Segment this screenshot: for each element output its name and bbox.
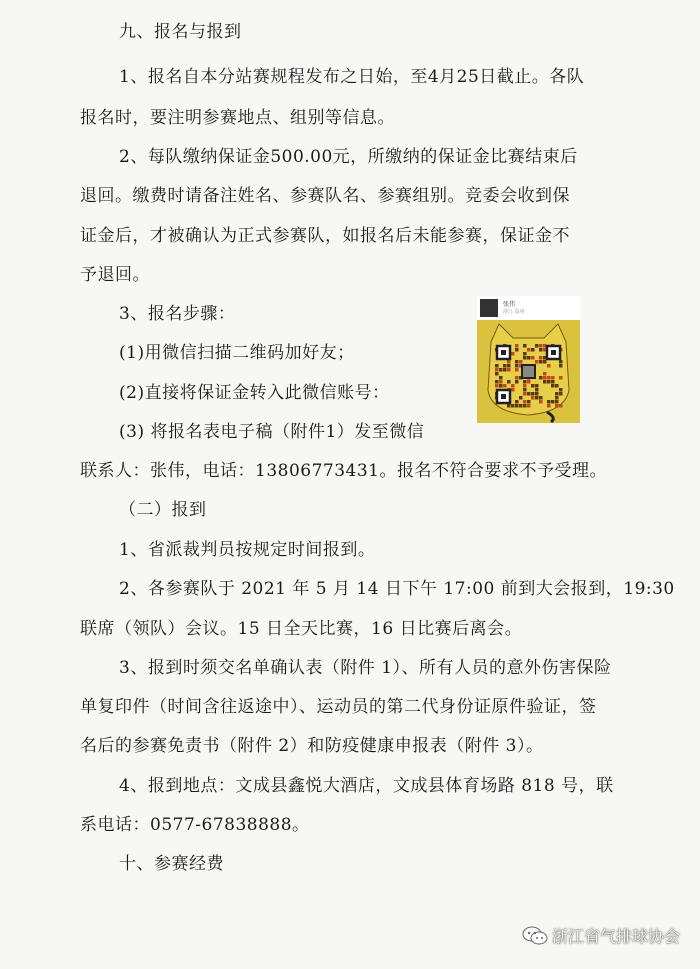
paragraph-line: 名后的参赛免责书（附件 2）和防疫健康申报表（附件 3）。	[80, 736, 544, 756]
wechat-qr-card[interactable]	[477, 296, 580, 423]
paragraph-line: 3、报到时须交名单确认表（附件 1）、所有人员的意外伤害保险	[119, 658, 612, 678]
paragraph-line: 1、省派裁判员按规定时间报到。	[119, 540, 376, 560]
watermark-text: 浙江省气排球协会	[551, 927, 680, 946]
wechat-icon	[522, 926, 548, 946]
contact-line: 联系人：张伟，电话：13806773431。报名不符合要求不予受理。	[80, 461, 607, 481]
qr-contact-name: 张伟	[503, 301, 516, 308]
paragraph-line: (3) 将报名表电子稿（附件1）发至微信	[119, 422, 425, 442]
paragraph-line: 证金后，才被确认为正式参赛队，如报名后未能参赛，保证金不	[80, 226, 570, 246]
section-heading-10: 十、参赛经费	[119, 854, 224, 874]
paragraph-line: 予退回。	[80, 265, 150, 285]
paragraph-line: 退回。缴费时请备注姓名、参赛队名、参赛组别。竞委会收到保	[80, 186, 570, 206]
paragraph-line: 报名时，要注明参赛地点、组别等信息。	[80, 108, 395, 128]
paragraph-line: 1、报名自本分站赛规程发布之日始，至4月25日截止。各队	[119, 67, 585, 87]
section-heading-9: 九、报名与报到	[119, 22, 242, 42]
avatar	[480, 299, 498, 317]
paragraph-line: 4、报到地点：文成县鑫悦大酒店，文成县体育场路 818 号，联	[119, 776, 614, 796]
watermark	[522, 924, 680, 947]
paragraph-line: 2、各参赛队于 2021 年 5 月 14 日下午 17:00 前到大会报到，19:30	[119, 579, 675, 599]
qr-code-image	[477, 320, 580, 423]
qr-header	[477, 296, 580, 320]
paragraph-line: 系电话：0577-67838888。	[80, 815, 310, 835]
paragraph-line: 联席（领队）会议。15 日全天比赛，16 日比赛后离会。	[80, 619, 523, 639]
paragraph-line: (1)用微信扫描二维码加好友；	[119, 343, 355, 363]
paragraph-line: 2、每队缴纳保证金500.00元，所缴纳的保证金比赛结束后	[119, 147, 578, 167]
section-heading-checkin: （二）报到	[119, 500, 207, 520]
paragraph-line: 3、报名步骤：	[119, 304, 236, 324]
paragraph-line: (2)直接将保证金转入此微信账号：	[119, 383, 390, 403]
qr-contact-subtitle: 浙江 温州	[503, 309, 525, 315]
paragraph-line: 单复印件（时间含往返途中）、运动员的第二代身份证原件验证，签	[80, 697, 597, 717]
